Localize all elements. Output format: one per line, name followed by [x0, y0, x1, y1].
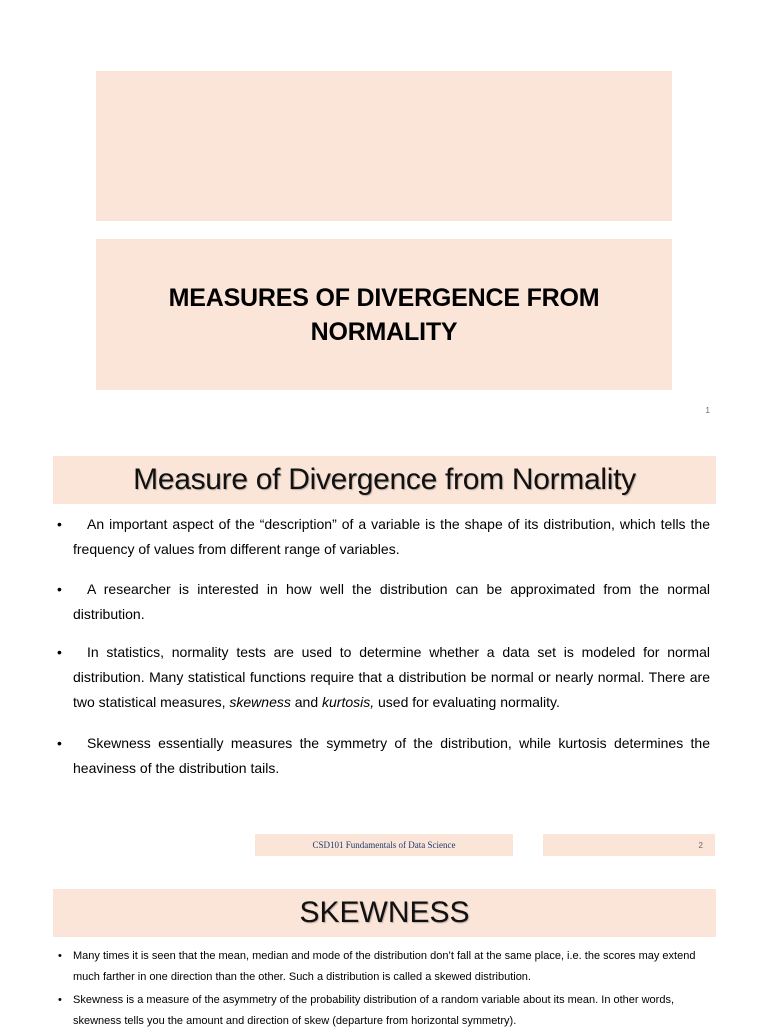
bullet-icon: • — [57, 581, 62, 597]
slide1-title: MEASURES OF DIVERGENCE FROM NORMALITY — [168, 283, 600, 346]
slide2-bullet-list — [57, 512, 710, 781]
term-kurtosis: kurtosis, — [322, 694, 375, 710]
bullet-text-part: and — [294, 694, 319, 710]
slide3-title-bar — [53, 889, 716, 937]
slide2-title: Measure of Divergence from Normality — [133, 463, 636, 496]
list-item — [57, 990, 710, 1032]
list-item — [57, 946, 710, 988]
slide3-bullet-list — [57, 946, 710, 1032]
slide2-title-bar — [53, 456, 716, 504]
list-item — [57, 640, 710, 715]
bullet-icon: • — [58, 994, 62, 1006]
slide2-page-number: 2 — [698, 840, 703, 850]
slide1-header-band — [96, 71, 672, 221]
bullet-icon: • — [57, 644, 62, 660]
bullet-text: A researcher is interested in how well the distribution can be approximated from the normal distribution. — [73, 581, 710, 622]
slide3-title: SKEWNESS — [299, 896, 470, 929]
bullet-icon: • — [57, 516, 62, 532]
bullet-icon: • — [58, 950, 62, 962]
slide1-title-box — [96, 239, 672, 390]
bullet-text: Many times it is seen that the mean, median and mode of the distribution don’t fall at the same place, i.e. the scores may extend much farther in one direction than the other. Such a distribution is called a skewed distribution. — [73, 950, 696, 983]
bullet-text: An important aspect of the “description” of a variable is the shape of its distribution, which tells the frequency of values from different range of variables. — [73, 516, 710, 557]
bullet-text-part: In statistics, normality tests are used to determine whether a data set is modeled for normal distribution. Many statistical functions require that a distribution be normal or nearly normal. There are two statistical measures, — [73, 644, 710, 710]
bullet-text: Skewness is a measure of the asymmetry of the probability distribution of a random variable about its mean. In other words, skewness tells you the amount and direction of skew (departure from horizontal symmetry). — [73, 994, 675, 1027]
slide2-page-number-box — [543, 834, 715, 856]
slide1-page-number: 1 — [705, 406, 710, 415]
bullet-text: Skewness essentially measures the symmetry of the distribution, while kurtosis determines the heaviness of the distribution tails. — [73, 735, 710, 776]
bullet-text — [73, 644, 710, 710]
slide2-footer: CSD101 Fundamentals of Data Science — [255, 834, 513, 856]
term-skewness: skewness — [229, 694, 291, 710]
list-item — [57, 731, 710, 781]
bullet-icon: • — [57, 735, 62, 751]
list-item — [57, 577, 710, 627]
bullet-text-part: used for evaluating normality. — [378, 694, 560, 710]
list-item — [57, 512, 710, 562]
